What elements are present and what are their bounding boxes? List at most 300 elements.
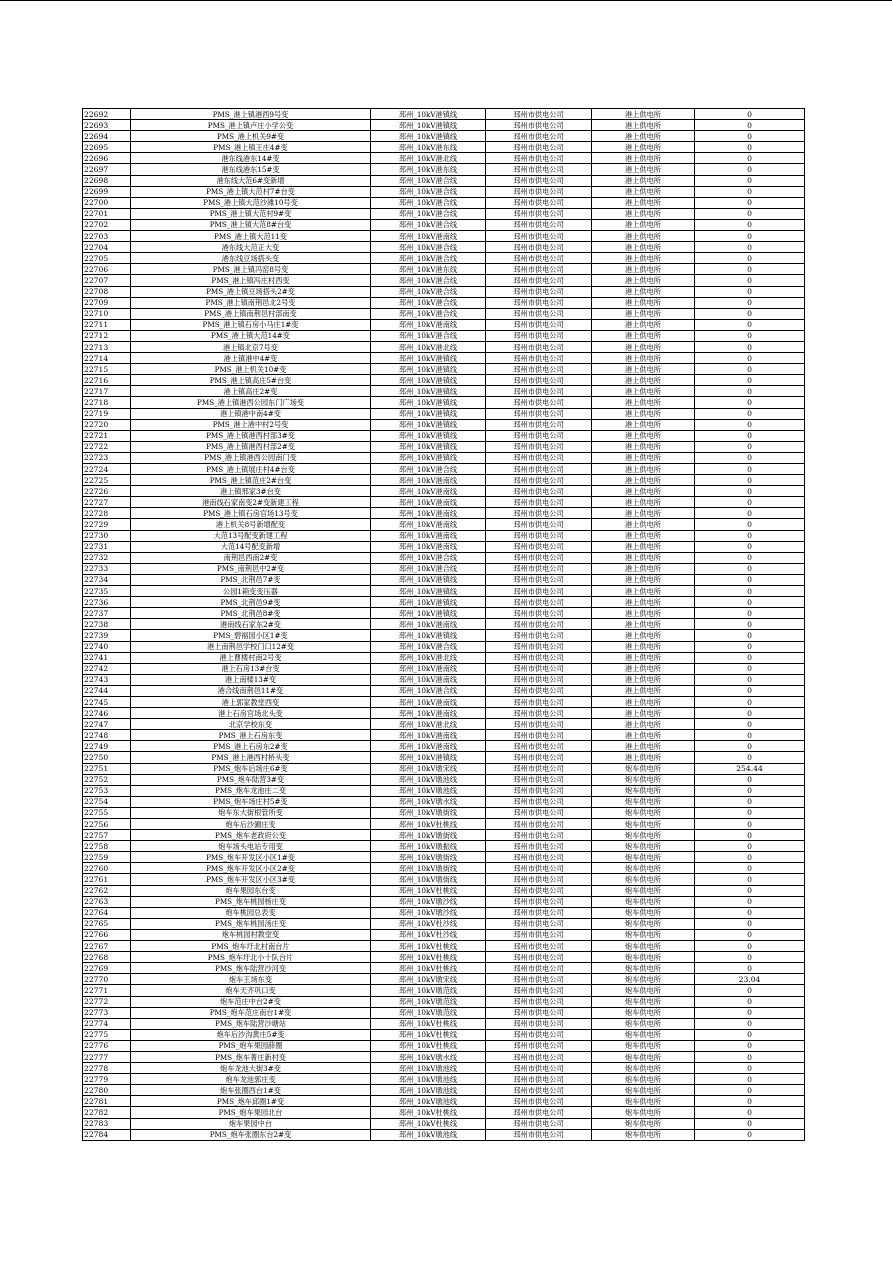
table-row — [83, 486, 805, 497]
row-id-cell: 22778 — [83, 1063, 131, 1074]
value-cell: 0 — [695, 652, 805, 663]
company-cell: 邳州市供电公司 — [486, 741, 592, 752]
station-cell: 港上供电所 — [592, 231, 695, 242]
table-row — [83, 131, 805, 142]
row-id-cell: 22711 — [83, 319, 131, 330]
transformer-name-cell: PMS_港上镇展庄村4#台变 — [131, 464, 371, 475]
station-cell: 港上供电所 — [592, 497, 695, 508]
station-cell: 炮车供电所 — [592, 1063, 695, 1074]
company-cell: 邳州市供电公司 — [486, 974, 592, 985]
company-cell: 邳州市供电公司 — [486, 353, 592, 364]
station-cell: 港上供电所 — [592, 164, 695, 175]
station-cell: 炮车供电所 — [592, 929, 695, 940]
station-cell: 港上供电所 — [592, 208, 695, 219]
row-id-cell: 22693 — [83, 120, 131, 131]
table-row — [83, 752, 805, 763]
value-cell: 0 — [695, 419, 805, 430]
transformer-name-cell: PMS_港上镇大范8#台变 — [131, 219, 371, 230]
transformer-name-cell: PMS_北荆邑9#变 — [131, 597, 371, 608]
station-cell: 港上供电所 — [592, 319, 695, 330]
feeder-line-cell: 邳州_10kV港南线 — [371, 708, 486, 719]
table-row — [83, 985, 805, 996]
station-cell: 港上供电所 — [592, 586, 695, 597]
feeder-line-cell: 邳州_10kV港南线 — [371, 730, 486, 741]
table-row — [83, 441, 805, 452]
table-row — [83, 1029, 805, 1040]
table-row — [83, 508, 805, 519]
station-cell: 港上供电所 — [592, 519, 695, 530]
station-cell: 炮车供电所 — [592, 985, 695, 996]
feeder-line-cell: 邳州_10kV杜桃线 — [371, 963, 486, 974]
table-row — [83, 807, 805, 818]
table-row — [83, 929, 805, 940]
row-id-cell: 22705 — [83, 253, 131, 264]
row-id-cell: 22758 — [83, 841, 131, 852]
table-row — [83, 730, 805, 741]
company-cell: 邳州市供电公司 — [486, 1040, 592, 1051]
transformer-name-cell: 港东线豆场搭头变 — [131, 253, 371, 264]
station-cell: 港上供电所 — [592, 264, 695, 275]
company-cell: 邳州市供电公司 — [486, 164, 592, 175]
value-cell: 0 — [695, 552, 805, 563]
value-cell: 0 — [695, 497, 805, 508]
table-row — [83, 586, 805, 597]
company-cell: 邳州市供电公司 — [486, 597, 592, 608]
feeder-line-cell: 邳州_10kV港南线 — [371, 497, 486, 508]
station-cell: 港上供电所 — [592, 597, 695, 608]
transformer-name-cell: 港上镇港中4#变 — [131, 353, 371, 364]
company-cell: 邳州市供电公司 — [486, 774, 592, 785]
value-cell: 0 — [695, 696, 805, 707]
value-cell: 0 — [695, 441, 805, 452]
transformer-name-cell: 炮车后沙圃庄变 — [131, 819, 371, 830]
transformer-name-cell: PMS_北荆邑7#变 — [131, 574, 371, 585]
table-row — [83, 1085, 805, 1096]
transformer-name-cell: PMS_港上镇豆场搭头2#变 — [131, 286, 371, 297]
station-cell: 港上供电所 — [592, 464, 695, 475]
row-id-cell: 22699 — [83, 186, 131, 197]
transformer-name-cell: 南荆邑西南2#变 — [131, 552, 371, 563]
table-body — [83, 109, 805, 1141]
table-row — [83, 1107, 805, 1118]
transformer-name-cell: PMS_炮车范庄南台1#变 — [131, 1007, 371, 1018]
feeder-line-cell: 邳州_10kV港东线 — [371, 142, 486, 153]
station-cell: 港上供电所 — [592, 730, 695, 741]
feeder-line-cell: 邳州_10kV墩街线 — [371, 852, 486, 863]
company-cell: 邳州市供电公司 — [486, 752, 592, 763]
table-row — [83, 774, 805, 785]
table-row — [83, 375, 805, 386]
station-cell: 炮车供电所 — [592, 1007, 695, 1018]
company-cell: 邳州市供电公司 — [486, 519, 592, 530]
station-cell: 港上供电所 — [592, 419, 695, 430]
row-id-cell: 22739 — [83, 630, 131, 641]
station-cell: 港上供电所 — [592, 741, 695, 752]
feeder-line-cell: 邳州_10kV港南线 — [371, 319, 486, 330]
table-row — [83, 708, 805, 719]
value-cell: 0 — [695, 952, 805, 963]
feeder-line-cell: 邳州_10kV墩宋线 — [371, 974, 486, 985]
value-cell: 0 — [695, 608, 805, 619]
feeder-line-cell: 邳州_10kV港合线 — [371, 297, 486, 308]
transformer-name-cell: PMS_港上港中村2号变 — [131, 419, 371, 430]
feeder-line-cell: 邳州_10kV杜沙线 — [371, 918, 486, 929]
table-row — [83, 741, 805, 752]
feeder-line-cell: 邳州_10kV港南线 — [371, 486, 486, 497]
row-id-cell: 22704 — [83, 242, 131, 253]
value-cell: 0 — [695, 863, 805, 874]
feeder-line-cell: 邳州_10kV港镇线 — [371, 608, 486, 619]
transformer-name-cell: PMS_炮车邱圈1#变 — [131, 1096, 371, 1107]
table-row — [83, 1051, 805, 1062]
transformer-name-cell: 炮车张圈西台1#变 — [131, 1085, 371, 1096]
value-cell: 0 — [695, 452, 805, 463]
table-row — [83, 1018, 805, 1029]
value-cell: 0 — [695, 109, 805, 120]
value-cell: 0 — [695, 508, 805, 519]
table-row — [83, 941, 805, 952]
table-row — [83, 996, 805, 1007]
value-cell: 0 — [695, 297, 805, 308]
feeder-line-cell: 邳州_10kV墩池线 — [371, 1085, 486, 1096]
feeder-line-cell: 邳州_10kV港合线 — [371, 563, 486, 574]
feeder-line-cell: 邳州_10kV港南线 — [371, 674, 486, 685]
transformer-name-cell: PMS_炮车圩北村南台片 — [131, 941, 371, 952]
company-cell: 邳州市供电公司 — [486, 475, 592, 486]
transformer-name-cell: PMS_炮车开发区小区3#变 — [131, 874, 371, 885]
table-row — [83, 120, 805, 131]
station-cell: 港上供电所 — [592, 719, 695, 730]
station-cell: 炮车供电所 — [592, 785, 695, 796]
station-cell: 炮车供电所 — [592, 819, 695, 830]
row-id-cell: 22698 — [83, 175, 131, 186]
table-row — [83, 652, 805, 663]
transformer-name-cell: PMS_炮车菁庄新村变 — [131, 1051, 371, 1062]
transformer-name-cell: 炮车桃园总表变 — [131, 907, 371, 918]
value-cell: 0 — [695, 353, 805, 364]
feeder-line-cell: 邳州_10kV港北线 — [371, 652, 486, 663]
company-cell: 邳州市供电公司 — [486, 586, 592, 597]
station-cell: 港上供电所 — [592, 574, 695, 585]
station-cell: 炮车供电所 — [592, 1040, 695, 1051]
transformer-name-cell: PMS_港上镇港西村部2#变 — [131, 441, 371, 452]
table-row — [83, 275, 805, 286]
feeder-line-cell: 邳州_10kV墩范线 — [371, 996, 486, 1007]
value-cell: 0 — [695, 1063, 805, 1074]
row-id-cell: 22743 — [83, 674, 131, 685]
station-cell: 港上供电所 — [592, 131, 695, 142]
table-row — [83, 341, 805, 352]
transformer-name-cell: 港东线港东15#变 — [131, 164, 371, 175]
station-cell: 炮车供电所 — [592, 1074, 695, 1085]
company-cell: 邳州市供电公司 — [486, 785, 592, 796]
row-id-cell: 22696 — [83, 153, 131, 164]
transformer-name-cell: PMS_炮车龙池庄二变 — [131, 785, 371, 796]
company-cell: 邳州市供电公司 — [486, 1074, 592, 1085]
feeder-line-cell: 邳州_10kV港镇线 — [371, 419, 486, 430]
feeder-line-cell: 邳州_10kV墩池线 — [371, 785, 486, 796]
value-cell: 0 — [695, 175, 805, 186]
transformer-name-cell: 炮车龙池大街3#变 — [131, 1063, 371, 1074]
transformer-name-cell: PMS_炮车桃园杨庄变 — [131, 896, 371, 907]
transformer-name-cell: 炮车龙池郭庄变 — [131, 1074, 371, 1085]
station-cell: 港上供电所 — [592, 508, 695, 519]
company-cell: 邳州市供电公司 — [486, 275, 592, 286]
company-cell: 邳州市供电公司 — [486, 308, 592, 319]
transformer-name-cell: PMS_港上镇石房官场13号变 — [131, 508, 371, 519]
value-cell: 0 — [695, 1085, 805, 1096]
value-cell: 0 — [695, 1107, 805, 1118]
table-row — [83, 319, 805, 330]
company-cell: 邳州市供电公司 — [486, 552, 592, 563]
station-cell: 港上供电所 — [592, 286, 695, 297]
row-id-cell: 22742 — [83, 663, 131, 674]
company-cell: 邳州市供电公司 — [486, 819, 592, 830]
transformer-name-cell: 港上曹楼村南2号变 — [131, 652, 371, 663]
table-row — [83, 663, 805, 674]
value-cell: 23.04 — [695, 974, 805, 985]
value-cell: 0 — [695, 464, 805, 475]
row-id-cell: 22764 — [83, 907, 131, 918]
row-id-cell: 22740 — [83, 641, 131, 652]
row-id-cell: 22706 — [83, 264, 131, 275]
station-cell: 港上供电所 — [592, 475, 695, 486]
value-cell: 0 — [695, 796, 805, 807]
company-cell: 邳州市供电公司 — [486, 264, 592, 275]
table-row — [83, 330, 805, 341]
table-row — [83, 242, 805, 253]
row-id-cell: 22746 — [83, 708, 131, 719]
station-cell: 炮车供电所 — [592, 963, 695, 974]
table-row — [83, 641, 805, 652]
transformer-name-cell: PMS_南荆邑中2#变 — [131, 563, 371, 574]
station-cell: 港上供电所 — [592, 253, 695, 264]
company-cell: 邳州市供电公司 — [486, 708, 592, 719]
station-cell: 炮车供电所 — [592, 796, 695, 807]
company-cell: 邳州市供电公司 — [486, 574, 592, 585]
table-row — [83, 597, 805, 608]
row-id-cell: 22745 — [83, 696, 131, 707]
transformer-name-cell: 炮车后沙沟黄庄5#变 — [131, 1029, 371, 1040]
feeder-line-cell: 邳州_10kV杜桃线 — [371, 885, 486, 896]
feeder-line-cell: 邳州_10kV港南线 — [371, 663, 486, 674]
row-id-cell: 22781 — [83, 1096, 131, 1107]
row-id-cell: 22782 — [83, 1107, 131, 1118]
feeder-line-cell: 邳州_10kV港镇线 — [371, 752, 486, 763]
feeder-line-cell: 邳州_10kV港合线 — [371, 464, 486, 475]
table-row — [83, 819, 805, 830]
table-row — [83, 619, 805, 630]
transformer-table — [82, 108, 805, 1141]
table-row — [83, 896, 805, 907]
transformer-name-cell: PMS_港上镇冯窑8号变 — [131, 264, 371, 275]
station-cell: 炮车供电所 — [592, 885, 695, 896]
table-row — [83, 109, 805, 120]
table-row — [83, 852, 805, 863]
station-cell: 港上供电所 — [592, 530, 695, 541]
station-cell: 港上供电所 — [592, 608, 695, 619]
row-id-cell: 22721 — [83, 430, 131, 441]
station-cell: 港上供电所 — [592, 486, 695, 497]
company-cell: 邳州市供电公司 — [486, 219, 592, 230]
company-cell: 邳州市供电公司 — [486, 1085, 592, 1096]
value-cell: 0 — [695, 1029, 805, 1040]
transformer-name-cell: 港南线石家南变2#变新建工程 — [131, 497, 371, 508]
row-id-cell: 22777 — [83, 1051, 131, 1062]
row-id-cell: 22767 — [83, 941, 131, 952]
feeder-line-cell: 邳州_10kV港镇线 — [371, 375, 486, 386]
transformer-name-cell: 港上石房官场北头变 — [131, 708, 371, 719]
table-row — [83, 1040, 805, 1051]
table-row — [83, 1007, 805, 1018]
table-row — [83, 1074, 805, 1085]
row-id-cell: 22760 — [83, 863, 131, 874]
row-id-cell: 22726 — [83, 486, 131, 497]
transformer-name-cell: PMS_港上镇大范11变 — [131, 231, 371, 242]
table-row — [83, 231, 805, 242]
row-id-cell: 22762 — [83, 885, 131, 896]
station-cell: 炮车供电所 — [592, 941, 695, 952]
station-cell: 炮车供电所 — [592, 1085, 695, 1096]
feeder-line-cell: 邳州_10kV港镇线 — [371, 364, 486, 375]
row-id-cell: 22744 — [83, 685, 131, 696]
feeder-line-cell: 邳州_10kV港南线 — [371, 231, 486, 242]
row-id-cell: 22695 — [83, 142, 131, 153]
transformer-name-cell: 炮车东大街根管所变 — [131, 807, 371, 818]
transformer-name-cell: PMS_港上石房东变 — [131, 730, 371, 741]
feeder-line-cell: 邳州_10kV杜桃线 — [371, 1040, 486, 1051]
station-cell: 炮车供电所 — [592, 874, 695, 885]
transformer-name-cell: PMS_港上镇大范14#变 — [131, 330, 371, 341]
row-id-cell: 22757 — [83, 830, 131, 841]
company-cell: 邳州市供电公司 — [486, 685, 592, 696]
feeder-line-cell: 邳州_10kV港镇线 — [371, 441, 486, 452]
station-cell: 炮车供电所 — [592, 996, 695, 1007]
station-cell: 炮车供电所 — [592, 974, 695, 985]
station-cell: 港上供电所 — [592, 452, 695, 463]
station-cell: 炮车供电所 — [592, 952, 695, 963]
company-cell: 邳州市供电公司 — [486, 641, 592, 652]
row-id-cell: 22779 — [83, 1074, 131, 1085]
transformer-name-cell: PMS_炮车陆营3#变 — [131, 774, 371, 785]
station-cell: 炮车供电所 — [592, 918, 695, 929]
row-id-cell: 22756 — [83, 819, 131, 830]
company-cell: 邳州市供电公司 — [486, 408, 592, 419]
value-cell: 0 — [695, 364, 805, 375]
value-cell: 0 — [695, 708, 805, 719]
station-cell: 炮车供电所 — [592, 896, 695, 907]
table-row — [83, 674, 805, 685]
transformer-name-cell: 炮车王场东变 — [131, 974, 371, 985]
row-id-cell: 22700 — [83, 197, 131, 208]
company-cell: 邳州市供电公司 — [486, 830, 592, 841]
row-id-cell: 22718 — [83, 397, 131, 408]
feeder-line-cell: 邳州_10kV港合线 — [371, 286, 486, 297]
transformer-name-cell: PMS_炮车开发区小区2#变 — [131, 863, 371, 874]
value-cell: 0 — [695, 519, 805, 530]
row-id-cell: 22707 — [83, 275, 131, 286]
feeder-line-cell: 邳州_10kV墩水线 — [371, 796, 486, 807]
station-cell: 炮车供电所 — [592, 763, 695, 774]
row-id-cell: 22735 — [83, 586, 131, 597]
value-cell: 0 — [695, 1074, 805, 1085]
transformer-name-cell: 港上南荆邑学校门口12#变 — [131, 641, 371, 652]
feeder-line-cell: 邳州_10kV墩街线 — [371, 807, 486, 818]
feeder-line-cell: 邳州_10kV港东线 — [371, 164, 486, 175]
value-cell: 0 — [695, 430, 805, 441]
row-id-cell: 22749 — [83, 741, 131, 752]
table-row — [83, 696, 805, 707]
row-id-cell: 22708 — [83, 286, 131, 297]
feeder-line-cell: 邳州_10kV墩范线 — [371, 1007, 486, 1018]
row-id-cell: 22714 — [83, 353, 131, 364]
transformer-name-cell: PMS_炮车张圈东台2#变 — [131, 1129, 371, 1140]
feeder-line-cell: 邳州_10kV墩街线 — [371, 830, 486, 841]
transformer-name-cell: PMS_北荆邑8#变 — [131, 608, 371, 619]
station-cell: 港上供电所 — [592, 186, 695, 197]
row-id-cell: 22771 — [83, 985, 131, 996]
table-row — [83, 397, 805, 408]
company-cell: 邳州市供电公司 — [486, 996, 592, 1007]
value-cell: 0 — [695, 774, 805, 785]
station-cell: 炮车供电所 — [592, 774, 695, 785]
row-id-cell: 22765 — [83, 918, 131, 929]
table-row — [83, 142, 805, 153]
value-cell: 0 — [695, 408, 805, 419]
company-cell: 邳州市供电公司 — [486, 719, 592, 730]
value-cell: 0 — [695, 475, 805, 486]
value-cell: 0 — [695, 918, 805, 929]
table-row — [83, 830, 805, 841]
station-cell: 炮车供电所 — [592, 863, 695, 874]
transformer-name-cell: PMS_碧福园小区1#变 — [131, 630, 371, 641]
feeder-line-cell: 邳州_10kV杜桃线 — [371, 1018, 486, 1029]
transformer-name-cell: PMS_炮车老政府公变 — [131, 830, 371, 841]
feeder-line-cell: 邳州_10kV杜桃线 — [371, 1029, 486, 1040]
row-id-cell: 22725 — [83, 475, 131, 486]
row-id-cell: 22780 — [83, 1085, 131, 1096]
table-row — [83, 264, 805, 275]
company-cell: 邳州市供电公司 — [486, 896, 592, 907]
table-row — [83, 630, 805, 641]
feeder-line-cell: 邳州_10kV港北线 — [371, 719, 486, 730]
value-cell: 0 — [695, 929, 805, 940]
feeder-line-cell: 邳州_10kV港合线 — [371, 242, 486, 253]
transformer-name-cell: PMS_港上石房东2#变 — [131, 741, 371, 752]
table-row — [83, 430, 805, 441]
feeder-line-cell: 邳州_10kV港镇线 — [371, 120, 486, 131]
company-cell: 邳州市供电公司 — [486, 863, 592, 874]
transformer-name-cell: PMS_炮车圩北小十队台片 — [131, 952, 371, 963]
transformer-name-cell: 港上南楼13#变 — [131, 674, 371, 685]
value-cell: 0 — [695, 530, 805, 541]
company-cell: 邳州市供电公司 — [486, 508, 592, 519]
feeder-line-cell: 邳州_10kV港镇线 — [371, 408, 486, 419]
row-id-cell: 22736 — [83, 597, 131, 608]
station-cell: 港上供电所 — [592, 109, 695, 120]
company-cell: 邳州市供电公司 — [486, 907, 592, 918]
feeder-line-cell: 邳州_10kV港镇线 — [371, 597, 486, 608]
feeder-line-cell: 邳州_10kV杜桃线 — [371, 1107, 486, 1118]
row-id-cell: 22716 — [83, 375, 131, 386]
transformer-name-cell: PMS_炮车后场庄6#变 — [131, 763, 371, 774]
station-cell: 炮车供电所 — [592, 841, 695, 852]
station-cell: 港上供电所 — [592, 330, 695, 341]
station-cell: 港上供电所 — [592, 275, 695, 286]
value-cell: 0 — [695, 630, 805, 641]
value-cell: 0 — [695, 874, 805, 885]
row-id-cell: 22729 — [83, 519, 131, 530]
